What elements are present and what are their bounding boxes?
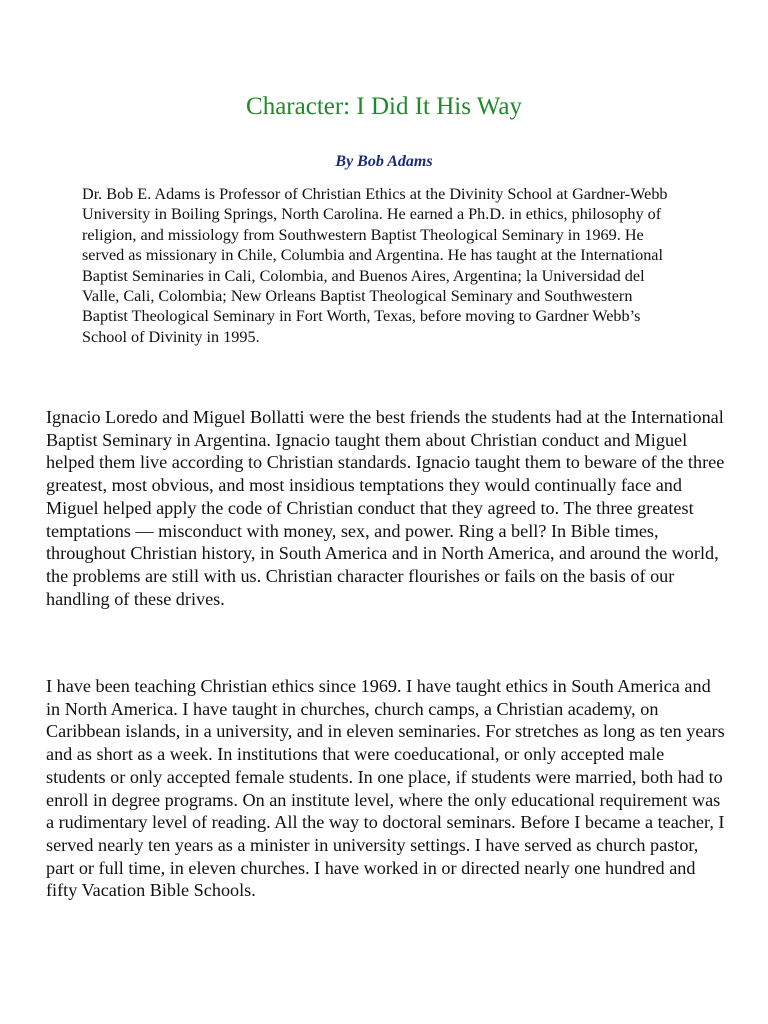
author-bio: Dr. Bob E. Adams is Professor of Christian Ethics at the Divinity School at Gardner-Webb University in Boiling Springs, North Carolina. He earned a Ph.D. in ethics, philosophy of religion, and missiology from Southwestern Baptist Theological Seminary in 1969. He served as missionary in Chile, Columbia and Argentina. He has taught at the International Baptist Seminaries in Cali, Colombia, and Buenos Aires, Argentina; la Universidad del Valle, Cali, Colombia; New Orleans Baptist Theological Seminary and Southwestern Baptist Theological Seminary in Fort Worth, Texas, before moving to Gardner Webb’s School of Divinity in 1995.	[82, 185, 668, 346]
body-paragraph-1: Ignacio Loredo and Miguel Bollatti were the best friends the students had at the International Baptist Seminary in Argentina. Ignacio taught them about Christian conduct and Miguel helped them live according to Christian standards. Ignacio taught them to beware of the three greatest, most obvious, and most insidious temptations they would continually face and Miguel helped apply the code of Christian conduct that they agreed to. The three greatest temptations — misconduct with money, sex, and power. Ring a bell? In Bible times, throughout Christian history, in South America and in North America, and around the world, the problems are still with us. Christian character flourishes or fails on the basis of our handling of these drives.	[46, 407, 725, 609]
article-byline: By Bob Adams	[335, 153, 433, 170]
article-title: Character: I Did It His Way	[246, 93, 522, 120]
body-paragraph-2: I have been teaching Christian ethics since 1969. I have taught ethics in South America and in North America. I have taught in churches, church camps, a Christian academy, on Caribbean islands, in a university, and in eleven seminaries. For stretches as long as ten years and as short as a week. In institutions that were coeducational, or only accepted male students or only accepted female students. In one place, if students were married, both had to enroll in degree programs. On an institute level, where the only educational requirement was a rudimentary level of reading. All the way to doctoral seminars. Before I became a teacher, I served nearly ten years as a minister in university settings. I have served as church pastor, part or full time, in eleven churches. I have worked in or directed nearly one hundred and fifty Vacation Bible Schools.	[46, 676, 725, 901]
